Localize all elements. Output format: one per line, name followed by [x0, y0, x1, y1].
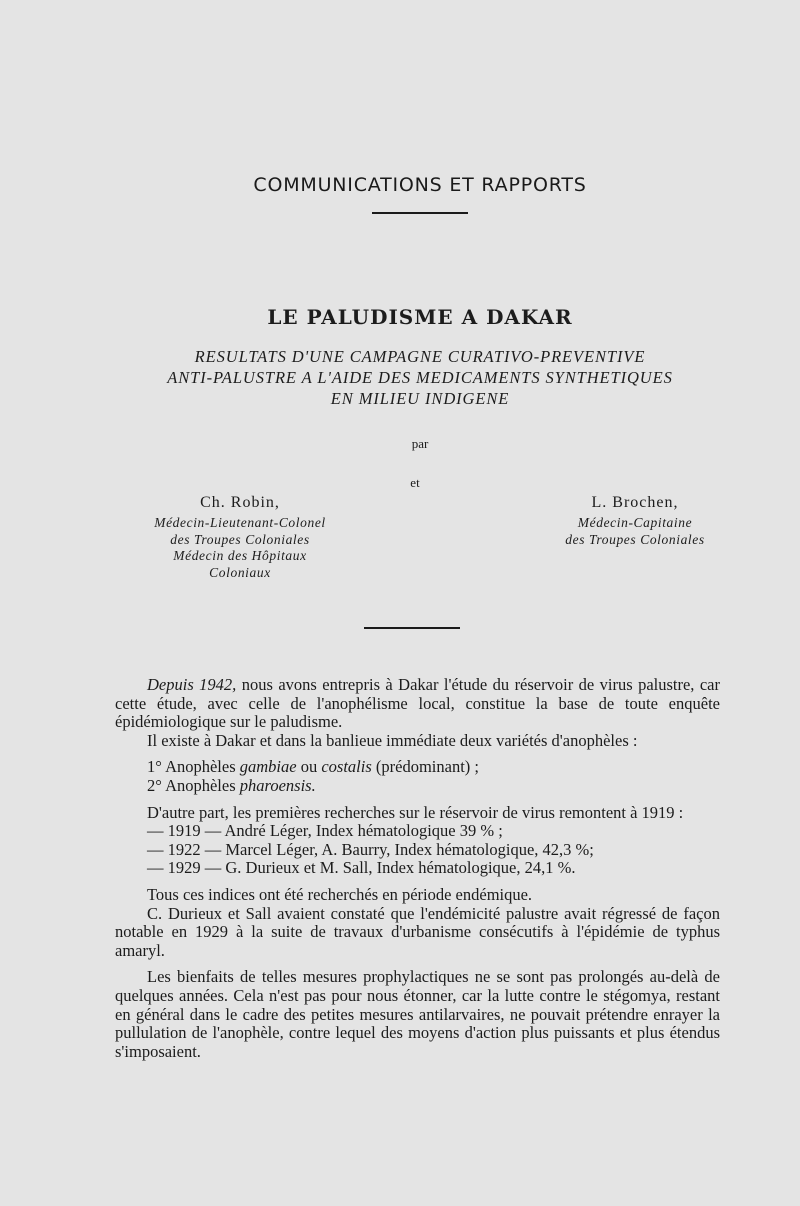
author-role: Médecin-Capitaine — [577, 515, 693, 530]
paragraph — [115, 676, 720, 732]
subtitle-line: EN MILIEU INDIGENE — [330, 389, 510, 408]
article-title: LE PALUDISME A DAKAR — [267, 305, 573, 329]
and-label: et — [410, 475, 420, 490]
author-name: Ch. Robin, — [200, 494, 280, 511]
paragraph: D'autre part, les premières recherches sur le réservoir de virus remontent à 1919 : — [147, 802, 684, 822]
author-role: des Troupes Coloniales — [565, 531, 705, 547]
paragraph: C. Durieux et Sall avaient constaté que l'endémicité palustre avait régressé de façon notable en 1929 à la suite de travaux d'urbanisme consécutifs à l'épidémie de typhus amaryl. — [115, 903, 720, 960]
article-subtitle — [100, 346, 740, 409]
divider-rule — [364, 627, 460, 629]
paragraph: Il existe à Dakar et dans la banlieue immédiate deux variétés d'anophèles : — [147, 730, 638, 750]
paragraph: Les bienfaits de telles mesures prophylactiques ne se sont pas prolongés au-delà de quelques années. Cela n'est pas pour nous étonner, car la lutte contre le stégomya, restant en général dans le cadre des petites mesures antilarvaires, ne pouvait prétendre enrayer la pullulation de l'anophèle, contre lequel des moyens d'action plus puissants et plus étendus s'imposaient. — [115, 967, 720, 1061]
author-name: L. Brochen, — [591, 494, 679, 511]
divider-rule — [372, 212, 468, 214]
species-item — [115, 758, 720, 777]
species-name: pharoensis. — [239, 775, 316, 795]
species-name: costalis — [321, 757, 372, 777]
paragraph-text: nous avons entrepris à Dakar l'étude du réservoir de virus palustre, car cette étude, avec celle de l'anophélisme local, constitue la base de toute enquête épidémiologique sur le paludisme. — [115, 675, 720, 732]
species-item — [115, 777, 720, 796]
author-role: Coloniaux — [209, 564, 271, 580]
species-prefix: 2° Anophèles — [147, 775, 240, 795]
author-robin — [120, 494, 360, 581]
species-connector: ou — [296, 757, 322, 777]
by-label: par — [411, 436, 429, 451]
species-prefix: 1° Anophèles — [147, 757, 240, 777]
author-brochen — [520, 494, 750, 548]
section-title: COMMUNICATIONS ET RAPPORTS — [253, 174, 587, 196]
paragraph: Tous ces indices ont été recherchés en période endémique. — [147, 884, 533, 904]
subtitle-line: RESULTATS D'UNE CAMPAGNE CURATIVO-PREVENTIVE — [194, 347, 646, 366]
list-item: — 1929 — G. Durieux et M. Sall, Index hématologique, 24,1 %. — [147, 858, 576, 878]
species-name: gambiae — [239, 757, 297, 777]
list-item: — 1922 — Marcel Léger, A. Baurry, Index hématologique, 42,3 %; — [147, 839, 594, 859]
subtitle-line: ANTI-PALUSTRE A L'AIDE DES MEDICAMENTS SYNTHETIQUES — [167, 368, 673, 387]
list-item: — 1919 — André Léger, Index hématologique 39 % ; — [147, 821, 503, 841]
author-role: des Troupes Coloniales — [170, 531, 310, 547]
paragraph-lead: Depuis 1942, — [147, 675, 237, 694]
species-suffix: (prédominant) ; — [371, 757, 479, 777]
author-role: Médecin des Hôpitaux — [173, 548, 307, 563]
author-role: Médecin-Lieutenant-Colonel — [154, 515, 326, 530]
article-body — [115, 676, 720, 1061]
